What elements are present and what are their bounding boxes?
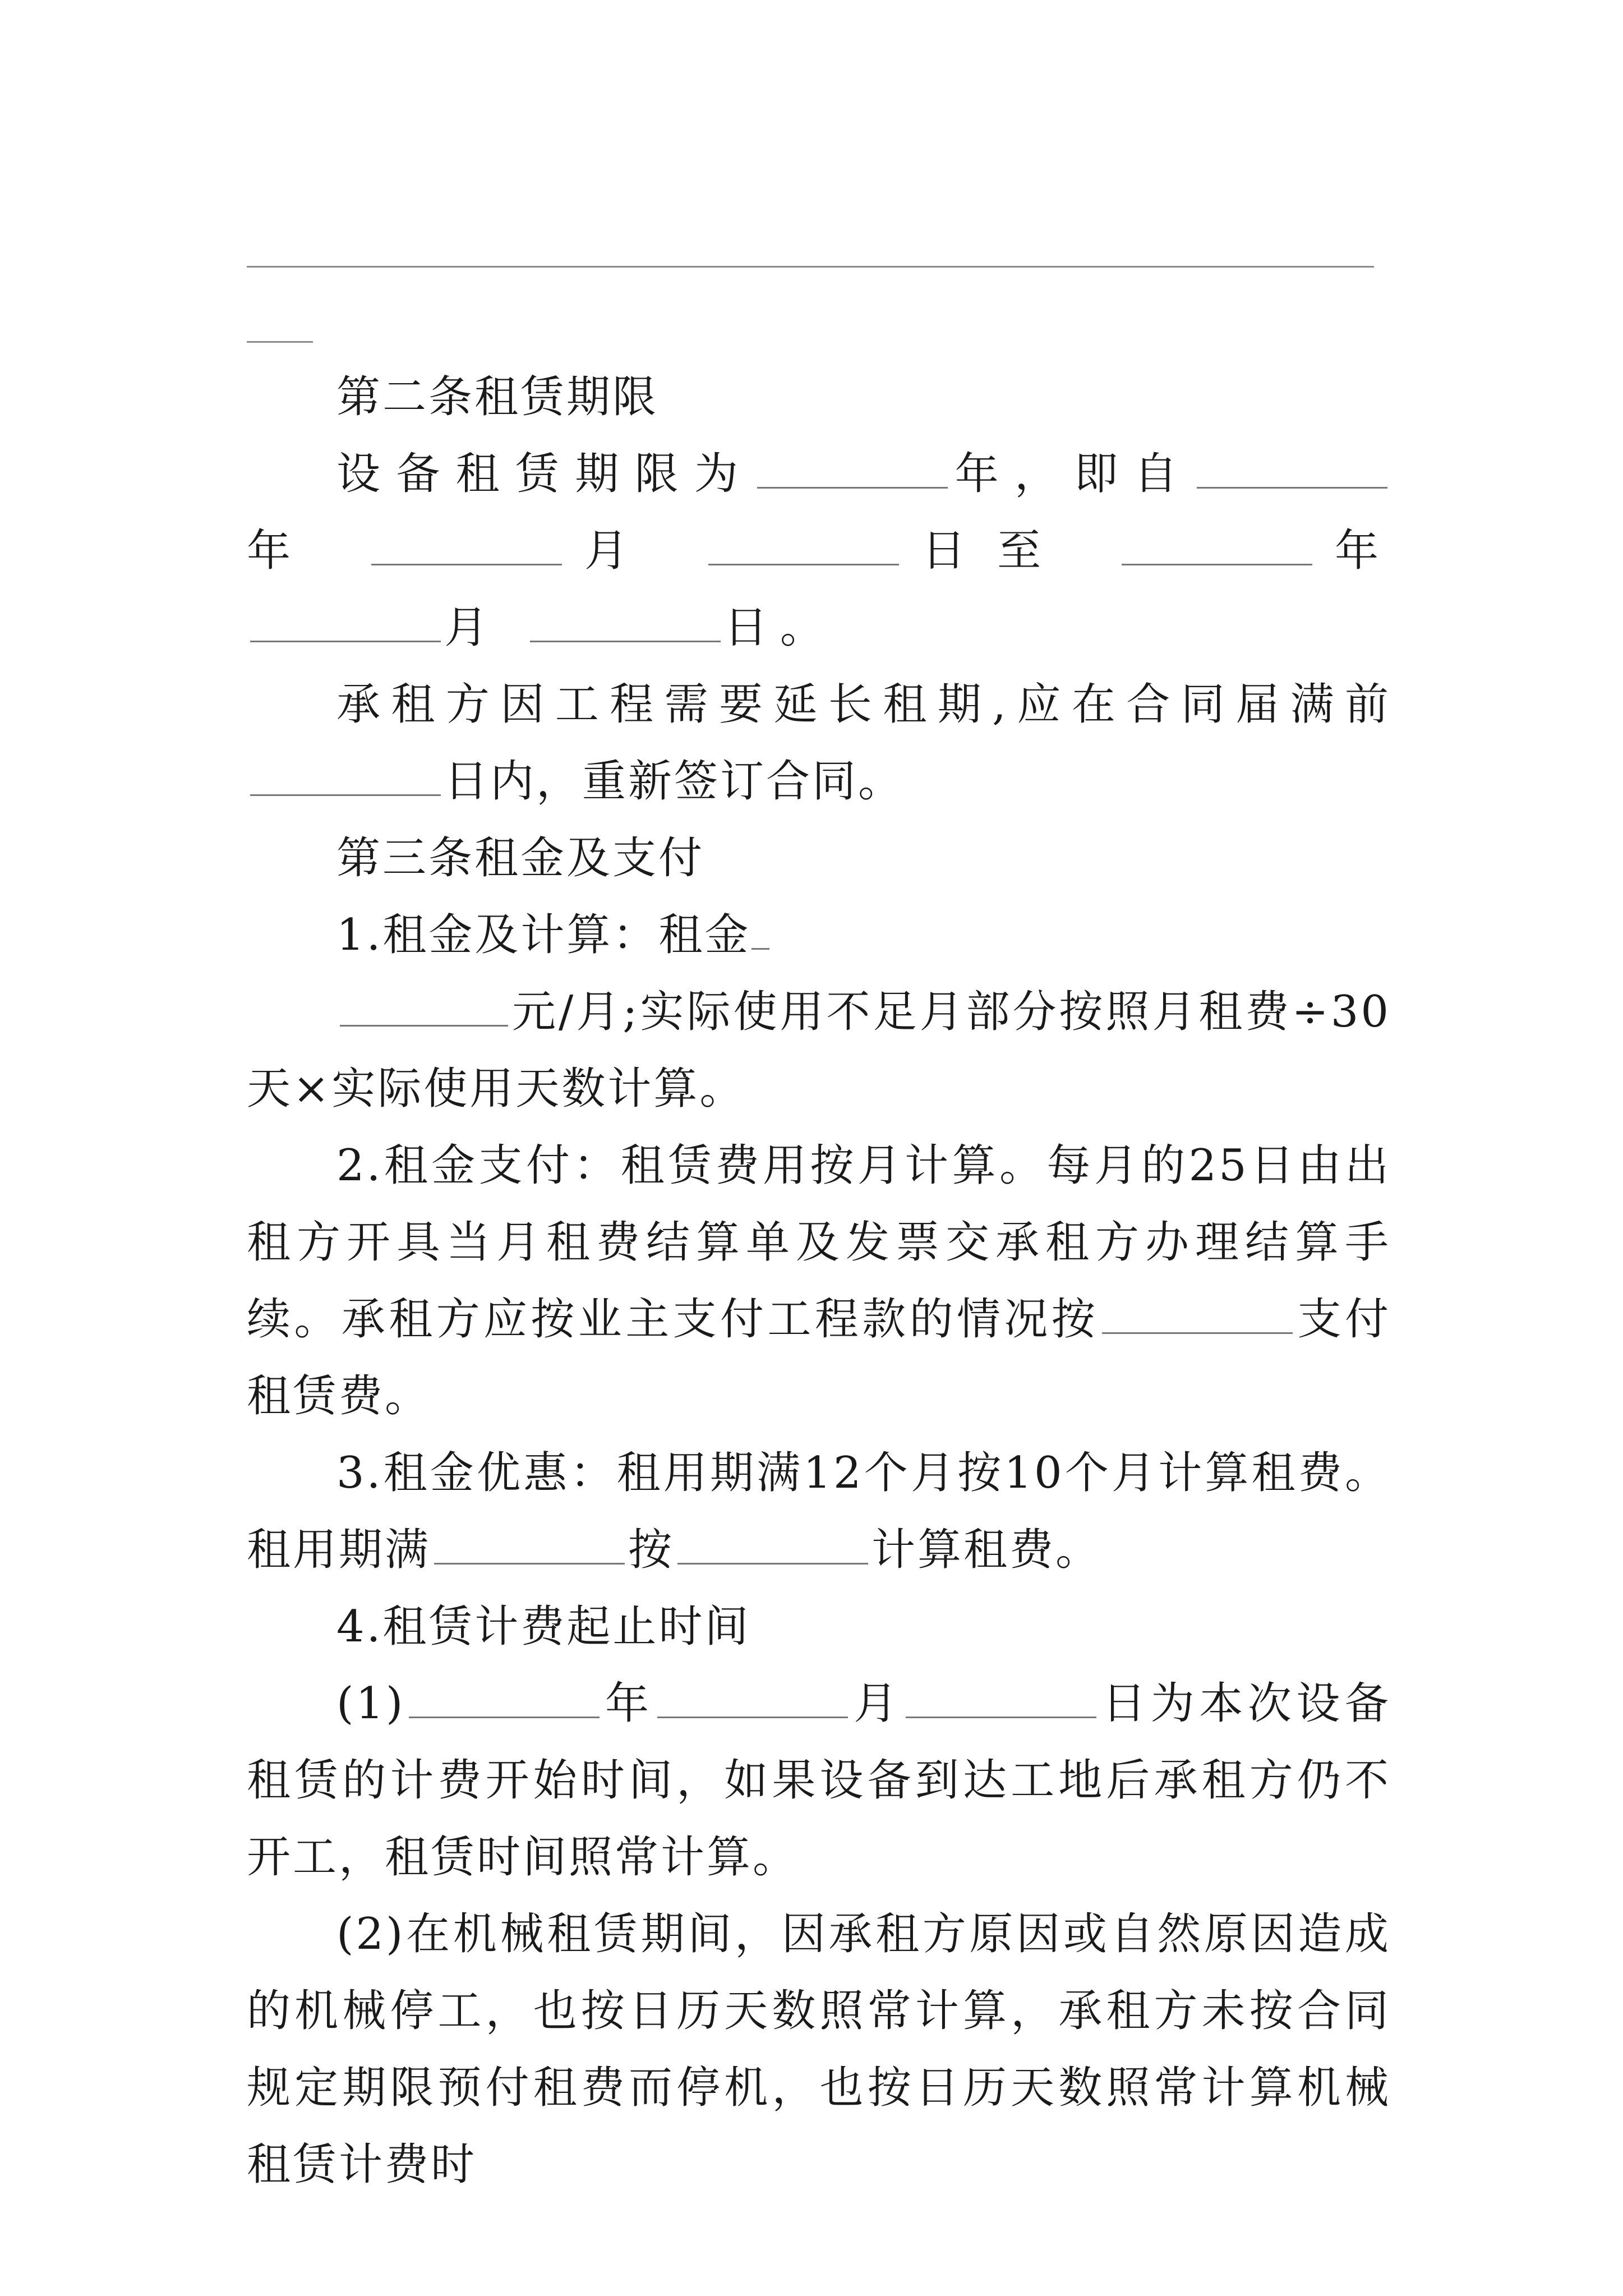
text-segment: (1) [336, 1678, 405, 1729]
text-segment: 支付租赁费。 [247, 1294, 1391, 1421]
article-3-title: 第三条租金及支付 [336, 833, 705, 884]
text-segment: 年 [602, 1678, 654, 1729]
contract-body [247, 359, 1391, 2203]
blank-field[interactable] [250, 606, 441, 642]
blank-field[interactable] [906, 1682, 1096, 1718]
text-segment: 承租方因工程需要延长租期,应在合同届满前 [336, 679, 1391, 730]
blank-field[interactable] [751, 913, 769, 950]
text-segment: 2.租金支付：租赁费用按月计算。每月的25日由出租方开具当月租费结算单及发票交承租方办理结算手续。承租方应按业主支付工程款的情况按 [247, 1140, 1391, 1345]
article-3-item-4-2: (2)在机械租赁期间，因承租方原因或自然原因造成的机械停工，也按日历天数照常计算，承租方未按合同规定期限预付租费而停机，也按日历天数照常计算机械租赁计费时 [247, 1909, 1391, 2190]
article-3-item-4-title: 4.租赁计费起止时间 [336, 1602, 751, 1652]
text-segment: 元/月;实际使用不足月部分按照月租费÷30天×实际使用天数计算。 [247, 987, 1391, 1114]
article-3-item-1-body [247, 974, 1391, 1128]
article-3-item-3 [247, 1435, 1391, 1589]
blank-field[interactable] [409, 1682, 600, 1718]
text-segment: 日。 [723, 602, 836, 653]
text-segment: 计算租费。 [872, 1525, 1102, 1575]
blank-field[interactable] [677, 1528, 868, 1565]
fill-in-line-continuation [247, 341, 313, 343]
blank-field[interactable] [657, 1682, 848, 1718]
text-segment: 1.租金及计算：租金 [336, 910, 751, 960]
text-segment: 按 [628, 1525, 675, 1575]
text-segment: 年，即自 [951, 449, 1193, 499]
article-2-term-paragraph [247, 436, 1391, 666]
text-segment: 年 [1315, 526, 1391, 576]
article-3-item-4-1 [247, 1665, 1391, 1896]
blank-field[interactable] [371, 529, 562, 565]
text-segment: 日内，重新签订合同。 [444, 756, 905, 807]
text-segment: 3.租金优惠：租用期满12个月按10个月计算租费。租用期满 [247, 1448, 1391, 1575]
text-segment: 月 [444, 602, 501, 653]
blank-field[interactable] [340, 990, 508, 1027]
fill-in-line [247, 266, 1374, 268]
text-segment: 设备租赁期限为 [336, 449, 754, 499]
blank-field[interactable] [1102, 1297, 1293, 1334]
blank-field[interactable] [250, 760, 441, 796]
blank-field[interactable] [530, 606, 721, 642]
text-segment: 月 [565, 526, 660, 576]
article-2-title: 第二条租赁期限 [336, 372, 659, 422]
article-2-extension-paragraph [247, 666, 1391, 820]
text-segment: 日为本次设备租赁的计费开始时间，如果设备到达工地后承租方仍不开工，租赁时间照常计算。 [247, 1678, 1391, 1883]
blank-field[interactable] [434, 1528, 625, 1565]
text-segment: 年 [247, 526, 322, 576]
blank-field[interactable] [757, 452, 948, 489]
blank-field[interactable] [708, 529, 899, 565]
article-3-item-2 [247, 1128, 1391, 1435]
text-segment: 日至 [902, 526, 1073, 576]
article-3-item-1-heading [247, 897, 1391, 974]
text-segment: 月 [851, 1678, 902, 1729]
blank-field[interactable] [1197, 452, 1387, 489]
blank-field[interactable] [1122, 529, 1312, 565]
